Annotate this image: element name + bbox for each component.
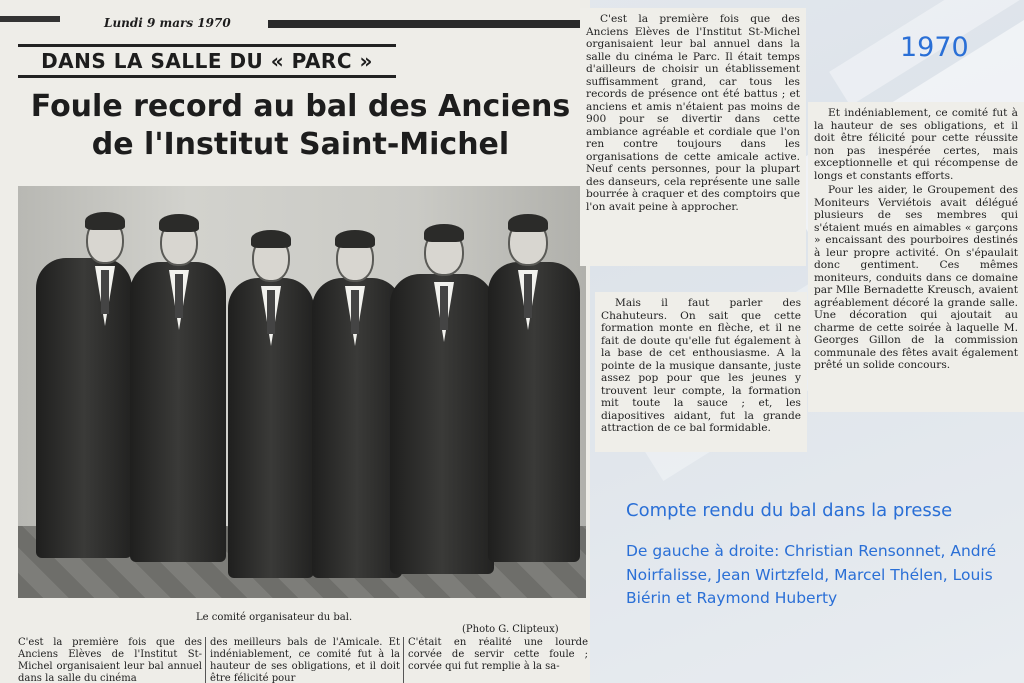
photo-credit: (Photo G. Clipteux) bbox=[462, 624, 559, 635]
annotation-people: De gauche à droite: Christian Rensonnet, André Noirfalisse, Jean Wirtzfeld, Marcel Thélen, Louis Biérin et Raymond Huberty bbox=[626, 542, 997, 607]
headline bbox=[18, 88, 583, 164]
headline-line-2: de l'Institut Saint-Michel bbox=[91, 127, 510, 162]
headline-line-1: Foule record au bal des Anciens bbox=[30, 89, 571, 124]
group-photo bbox=[18, 186, 586, 598]
column-divider bbox=[205, 637, 206, 683]
article-column-3 bbox=[808, 102, 1024, 412]
article-paragraph: Pour les aider, le Groupement des Moniteurs Verviétois avait délégué plusieurs de ses membres qui s'étaient mués en aimables « garçons » encaissant des pourboires destinés à leur propre activité. On s'épaulait donc gentiment. Ces mêmes moniteurs, conduits dans ce domaine par Mlle Bernadette Kreusch, avaient agréablement décoré la grande salle. Une décoration qui ajoutait au charme de cette soirée à laquelle M. Georges Gillon de la commission communale des fêtes avait également prêté un solide concours. bbox=[814, 184, 1018, 371]
masthead-rule bbox=[0, 16, 60, 22]
article-paragraph: C'est la première fois que des Anciens Elèves de l'Institut St-Michel organisaient leur bal annuel dans la salle du cinéma le Parc. Il était temps d'ailleurs de choisir un établissement suffisamment grand, car tous les records de présence ont été battus ; et anciens et amis n'étaient pas moins de 900 pour se divertir dans cette ambiance agréable et cordiale que l'on ren contre toujours dans les organisations de cette amicale active. Neuf cents personnes, pour la plupart des danseurs, cela représente une salle bourrée à craquer et des comptoirs que l'on avait peine à approcher. bbox=[586, 13, 800, 213]
column-divider bbox=[403, 637, 404, 683]
article-column-2 bbox=[595, 292, 807, 452]
bottom-column-3: C'était en réalité une lourde corvée de servir cette foule ; corvée qui fut remplie à la sa- bbox=[408, 637, 588, 672]
issue-date: Lundi 9 mars 1970 bbox=[104, 16, 231, 30]
year-label: 1970 bbox=[900, 32, 969, 63]
bottom-column-2: des meilleurs bals de l'Amicale. Et indéniablement, ce comité fut à la hauteur de ses obligations, et il doit être félicité pour bbox=[210, 637, 400, 683]
annotation-title: Compte rendu du bal dans la presse bbox=[626, 500, 953, 521]
article-paragraph: Mais il faut parler des Chahuteurs. On sait que cette formation monte en flèche, et il ne fait de doute qu'elle fut également à la base de cet enthousiasme. A la pointe de la musique dansante, juste assez pop pour que les jeunes y trouvent leur compte, la formation mit toute la sauce ; et, les diapositives aidant, fut la grande attraction de ce bal formidable. bbox=[601, 297, 801, 434]
bottom-column-1: C'est la première fois que des Anciens Elèves de l'Institut St-Michel organisaient leur bal annuel dans la salle du cinéma bbox=[18, 637, 202, 683]
header-rule bbox=[268, 20, 586, 28]
article-paragraph: Et indéniablement, ce comité fut à la hauteur de ses obligations, et il doit être félicité pour cette réussite non pas inespérée certes, mais exceptionnelle et qui récompense de longs et constants efforts. bbox=[814, 107, 1018, 182]
photo-caption: Le comité organisateur du bal. bbox=[196, 612, 353, 623]
section-heading: DANS LA SALLE DU « PARC » bbox=[18, 44, 396, 78]
article-column-1 bbox=[580, 8, 806, 266]
